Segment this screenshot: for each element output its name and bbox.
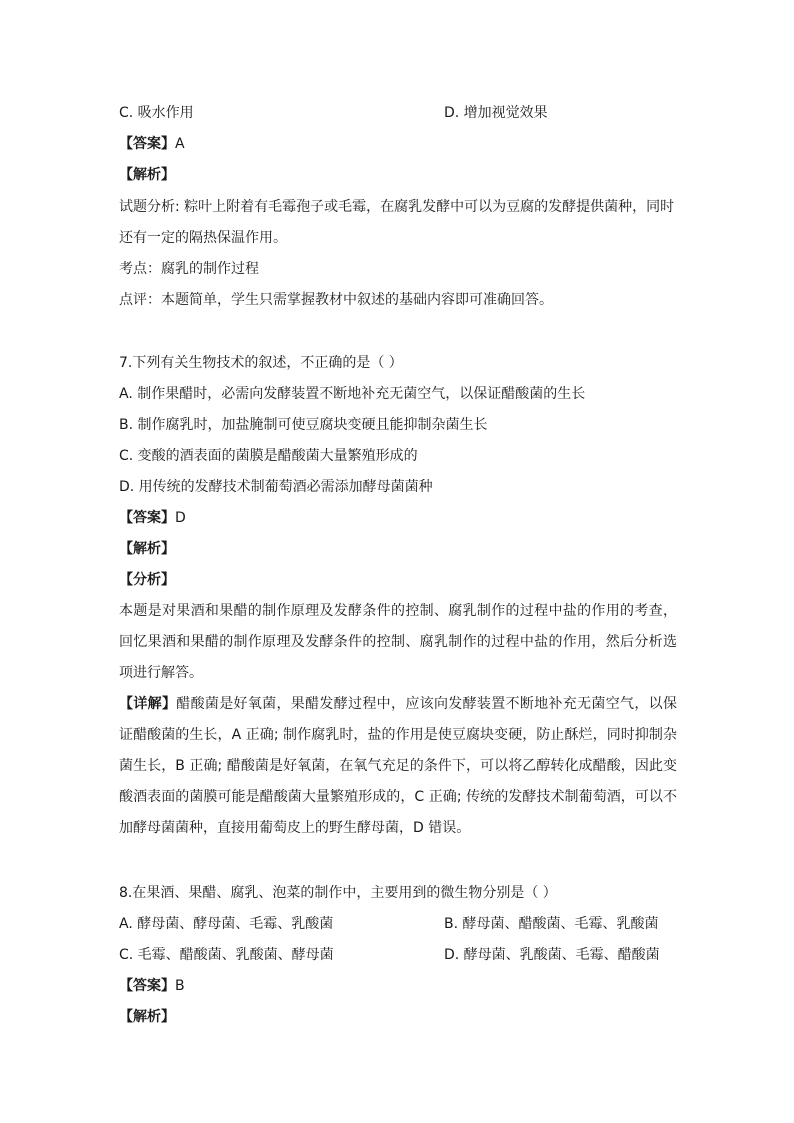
q7-answer bbox=[119, 508, 679, 528]
q7-fenxi-text: 本题是对果酒和果醋的制作原理及发酵条件的控制、腐乳制作的过程中盐的作用的考查，回忆果酒和果醋的制作原理及发酵条件的控制、腐乳制作的过程中盐的作用，然后分析选项进行解答。 bbox=[119, 603, 677, 681]
answer-value: D bbox=[175, 510, 186, 526]
q7-option-b: B. 制作腐乳时，加盐腌制可使豆腐块变硬且能抑制杂菌生长 bbox=[119, 417, 488, 433]
answer-value: B bbox=[175, 978, 185, 994]
q8-option-c: C. 毛霉、醋酸菌、乳酸菌、酵母菌 bbox=[119, 947, 334, 963]
answer-value: A bbox=[175, 136, 185, 152]
q7-analysis-label: 【解析】 bbox=[119, 541, 175, 557]
q8-option-a: A. 酵母菌、酵母菌、毛霉、乳酸菌 bbox=[119, 916, 334, 932]
q6-analysis-text-2: 还有一定的隔热保温作用。 bbox=[119, 230, 287, 246]
q6-answer bbox=[119, 134, 679, 154]
q6-option-c: C. 吸水作用 bbox=[119, 105, 194, 121]
answer-label: 【答案】 bbox=[119, 510, 175, 526]
q8-analysis-label: 【解析】 bbox=[119, 1009, 175, 1025]
q8-option-b: B. 酵母菌、醋酸菌、毛霉、乳酸菌 bbox=[444, 916, 659, 932]
detail-text: 醋酸菌是好氧菌，果醋发酵过程中，应该向发酵装置不断地补充无菌空气，以保证醋酸菌的生长，A 正确; 制作腐乳时，盐的作用是使豆腐块变硬，防止酥烂，同时抑制杂菌生长，B 正确; 醋酸菌是好氧菌，在氧气充足的条件下，可以将乙醇转化成醋酸，因此变酸酒表面的菌膜可能是醋酸菌大量繁殖形成的，C 正确; 传统的发酵技术制葡萄酒，可以不加酵母菌菌种，直接用葡萄皮上的野生酵母菌，D 错误。 bbox=[119, 696, 678, 836]
q7-detail bbox=[119, 689, 677, 844]
detail-label: 【详解】 bbox=[119, 696, 177, 712]
q7-stem: 7.下列有关生物技术的叙述，不正确的是（ ） bbox=[119, 355, 403, 371]
answer-label: 【答案】 bbox=[119, 978, 175, 994]
q7-option-d: D. 用传统的发酵技术制葡萄酒必需添加酵母菌菌种 bbox=[119, 479, 433, 495]
q6-option-d: D. 增加视觉效果 bbox=[444, 105, 548, 121]
q6-analysis-label: 【解析】 bbox=[119, 167, 175, 183]
q6-kaodian: 考点：腐乳的制作过程 bbox=[119, 261, 259, 277]
q7-option-c: C. 变酸的酒表面的菌膜是醋酸菌大量繁殖形成的 bbox=[119, 448, 418, 464]
q7-option-a: A. 制作果醋时，必需向发酵装置不断地补充无菌空气，以保证醋酸菌的生长 bbox=[119, 386, 586, 402]
q6-analysis-text-1: 试题分析: 粽叶上附着有毛霉孢子或毛霉，在腐乳发酵中可以为豆腐的发酵提供菌种，同时 bbox=[119, 199, 675, 215]
q8-option-d: D. 酵母菌、乳酸菌、毛霉、醋酸菌 bbox=[444, 947, 660, 963]
q6-dianping: 点评：本题简单，学生只需掌握教材中叙述的基础内容即可准确回答。 bbox=[119, 292, 553, 308]
q8-answer bbox=[119, 976, 679, 996]
q8-stem: 8.在果酒、果醋、腐乳、泡菜的制作中，主要用到的微生物分别是（ ） bbox=[119, 885, 557, 901]
q7-fenxi-label: 【分析】 bbox=[119, 572, 175, 588]
answer-label: 【答案】 bbox=[119, 136, 175, 152]
